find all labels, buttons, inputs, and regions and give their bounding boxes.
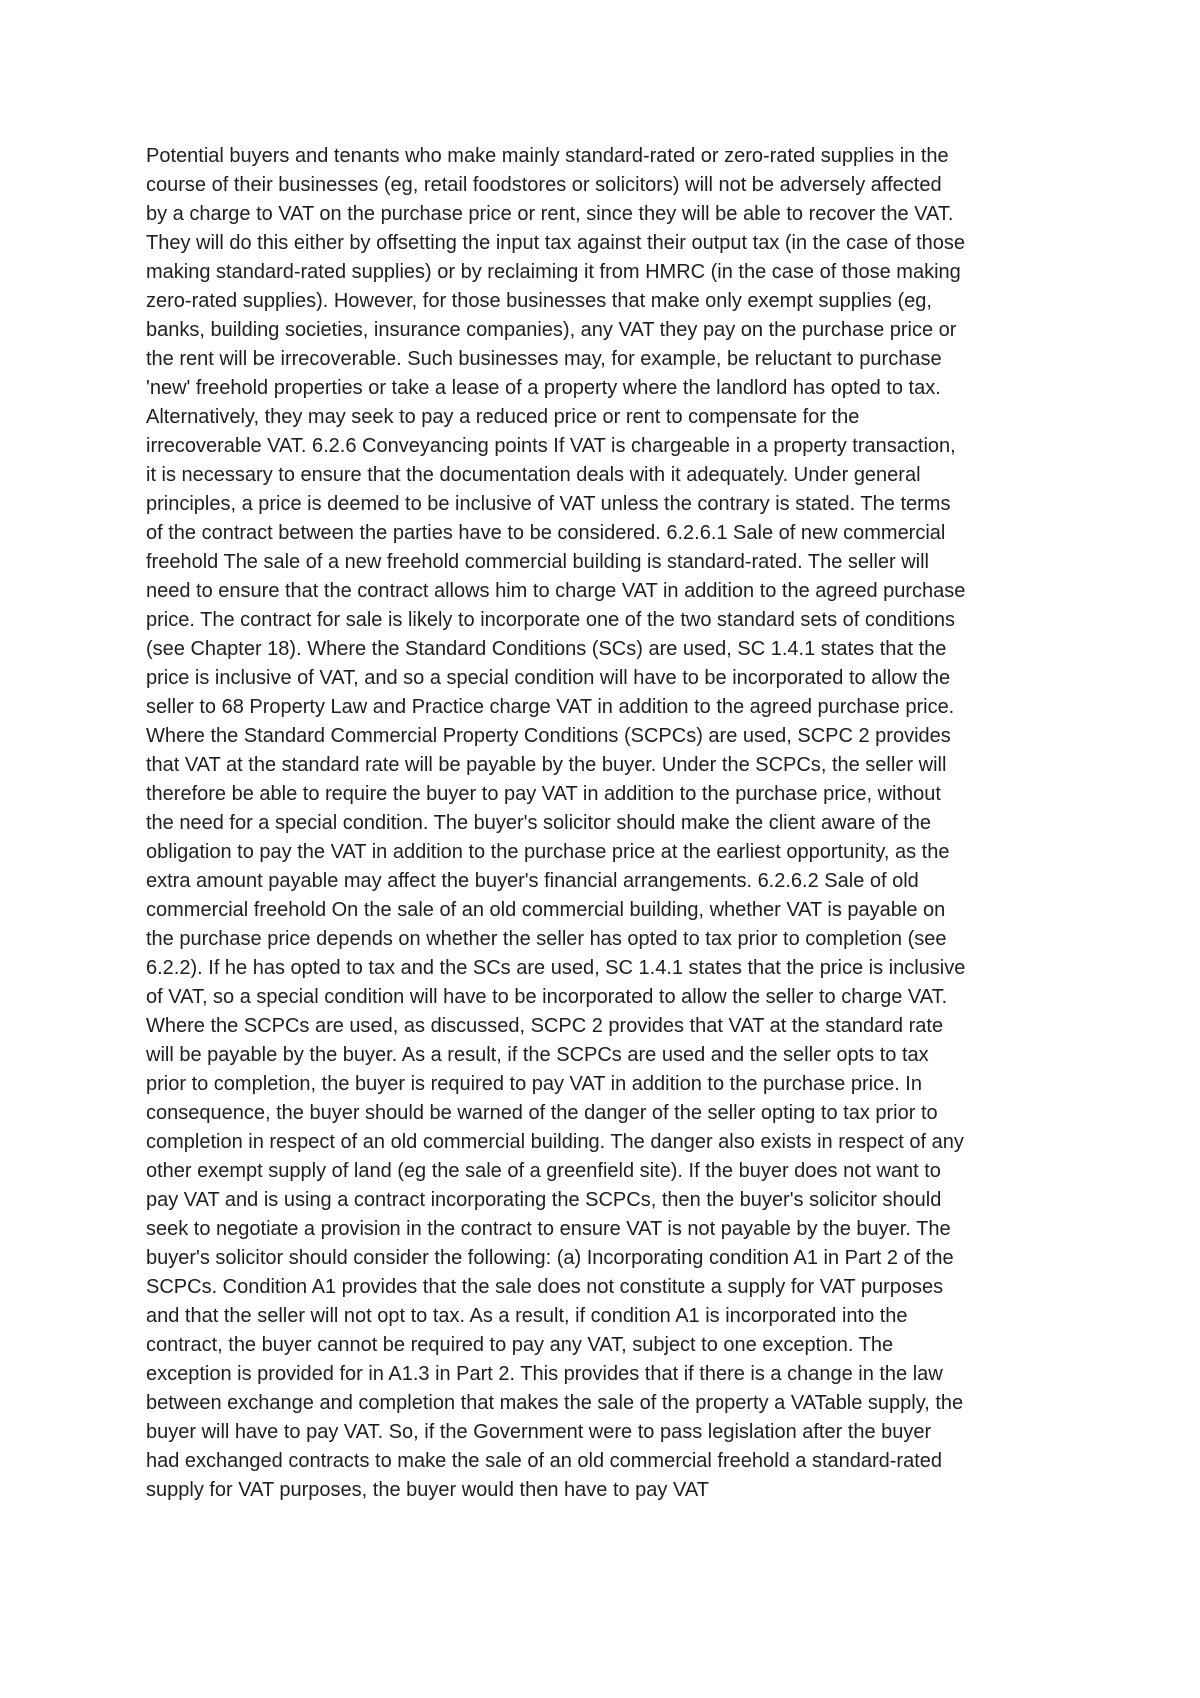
text-line: 'new' freehold properties or take a lease of a property where the landlord has opted to tax. <box>146 377 941 399</box>
text-line: seek to negotiate a provision in the contract to ensure VAT is not payable by the buyer. The <box>146 1218 951 1240</box>
text-line: seller to 68 Property Law and Practice charge VAT in addition to the agreed purchase price. <box>146 696 955 718</box>
text-line: price is inclusive of VAT, and so a special condition will have to be incorporated to allow the <box>146 667 951 689</box>
text-line: making standard-rated supplies) or by reclaiming it from HMRC (in the case of those making <box>146 261 961 283</box>
text-line: of VAT, so a special condition will have to be incorporated to allow the seller to charge VAT. <box>146 986 948 1008</box>
text-line: SCPCs. Condition A1 provides that the sale does not constitute a supply for VAT purposes <box>146 1276 944 1298</box>
text-line: course of their businesses (eg, retail foodstores or solicitors) will not be adversely affected <box>146 174 942 196</box>
text-line: Where the SCPCs are used, as discussed, SCPC 2 provides that VAT at the standard rate <box>146 1015 944 1037</box>
text-line: the rent will be irrecoverable. Such businesses may, for example, be reluctant to purchase <box>146 348 942 370</box>
body-text <box>146 142 1066 1505</box>
text-line: Where the Standard Commercial Property Conditions (SCPCs) are used, SCPC 2 provides <box>146 725 951 747</box>
text-line: Potential buyers and tenants who make mainly standard-rated or zero-rated supplies in the <box>146 145 949 167</box>
text-line: 6.2.2). If he has opted to tax and the SCs are used, SC 1.4.1 states that the price is inclusive <box>146 957 966 979</box>
text-line: it is necessary to ensure that the documentation deals with it adequately. Under general <box>146 464 921 486</box>
text-line: exception is provided for in A1.3 in Part 2. This provides that if there is a change in the law <box>146 1363 943 1385</box>
text-line: the need for a special condition. The buyer's solicitor should make the client aware of the <box>146 812 932 834</box>
text-line: had exchanged contracts to make the sale of an old commercial freehold a standard-rated <box>146 1450 943 1472</box>
text-line: pay VAT and is using a contract incorporating the SCPCs, then the buyer's solicitor should <box>146 1189 942 1211</box>
text-line: that VAT at the standard rate will be payable by the buyer. Under the SCPCs, the seller will <box>146 754 947 776</box>
text-line: supply for VAT purposes, the buyer would then have to pay VAT <box>146 1479 709 1501</box>
text-line: buyer will have to pay VAT. So, if the Government were to pass legislation after the buyer <box>146 1421 932 1443</box>
text-line: Alternatively, they may seek to pay a reduced price or rent to compensate for the <box>146 406 860 428</box>
text-line: need to ensure that the contract allows him to charge VAT in addition to the agreed purchase <box>146 580 966 602</box>
text-line: irrecoverable VAT. 6.2.6 Conveyancing points If VAT is chargeable in a property transaction, <box>146 435 956 457</box>
text-line: the purchase price depends on whether the seller has opted to tax prior to completion (see <box>146 928 947 950</box>
text-line: other exempt supply of land (eg the sale of a greenfield site). If the buyer does not want to <box>146 1160 941 1182</box>
text-line: freehold The sale of a new freehold commercial building is standard-rated. The seller will <box>146 551 929 573</box>
text-line: consequence, the buyer should be warned of the danger of the seller opting to tax prior to <box>146 1102 938 1124</box>
text-line: and that the seller will not opt to tax. As a result, if condition A1 is incorporated into the <box>146 1305 908 1327</box>
text-line: will be payable by the buyer. As a result, if the SCPCs are used and the seller opts to tax <box>146 1044 929 1066</box>
text-line: by a charge to VAT on the purchase price or rent, since they will be able to recover the VAT. <box>146 203 954 225</box>
text-line: extra amount payable may affect the buyer's financial arrangements. 6.2.6.2 Sale of old <box>146 870 919 892</box>
text-line: banks, building societies, insurance companies), any VAT they pay on the purchase price or <box>146 319 957 341</box>
text-line: therefore be able to require the buyer to pay VAT in addition to the purchase price, without <box>146 783 941 805</box>
text-line: obligation to pay the VAT in addition to the purchase price at the earliest opportunity, as the <box>146 841 950 863</box>
text-line: of the contract between the parties have to be considered. 6.2.6.1 Sale of new commercial <box>146 522 946 544</box>
text-line: between exchange and completion that makes the sale of the property a VATable supply, the <box>146 1392 964 1414</box>
text-line: commercial freehold On the sale of an old commercial building, whether VAT is payable on <box>146 899 946 921</box>
text-line: They will do this either by offsetting the input tax against their output tax (in the case of those <box>146 232 965 254</box>
text-line: prior to completion, the buyer is required to pay VAT in addition to the purchase price. In <box>146 1073 922 1095</box>
text-line: (see Chapter 18). Where the Standard Conditions (SCs) are used, SC 1.4.1 states that the <box>146 638 947 660</box>
text-line: price. The contract for sale is likely to incorporate one of the two standard sets of conditions <box>146 609 955 631</box>
text-line: completion in respect of an old commercial building. The danger also exists in respect of any <box>146 1131 964 1153</box>
text-line: contract, the buyer cannot be required to pay any VAT, subject to one exception. The <box>146 1334 894 1356</box>
text-line: principles, a price is deemed to be inclusive of VAT unless the contrary is stated. The terms <box>146 493 951 515</box>
text-line: zero-rated supplies). However, for those businesses that make only exempt supplies (eg, <box>146 290 932 312</box>
text-line: buyer's solicitor should consider the following: (a) Incorporating condition A1 in Part 2 of the <box>146 1247 954 1269</box>
